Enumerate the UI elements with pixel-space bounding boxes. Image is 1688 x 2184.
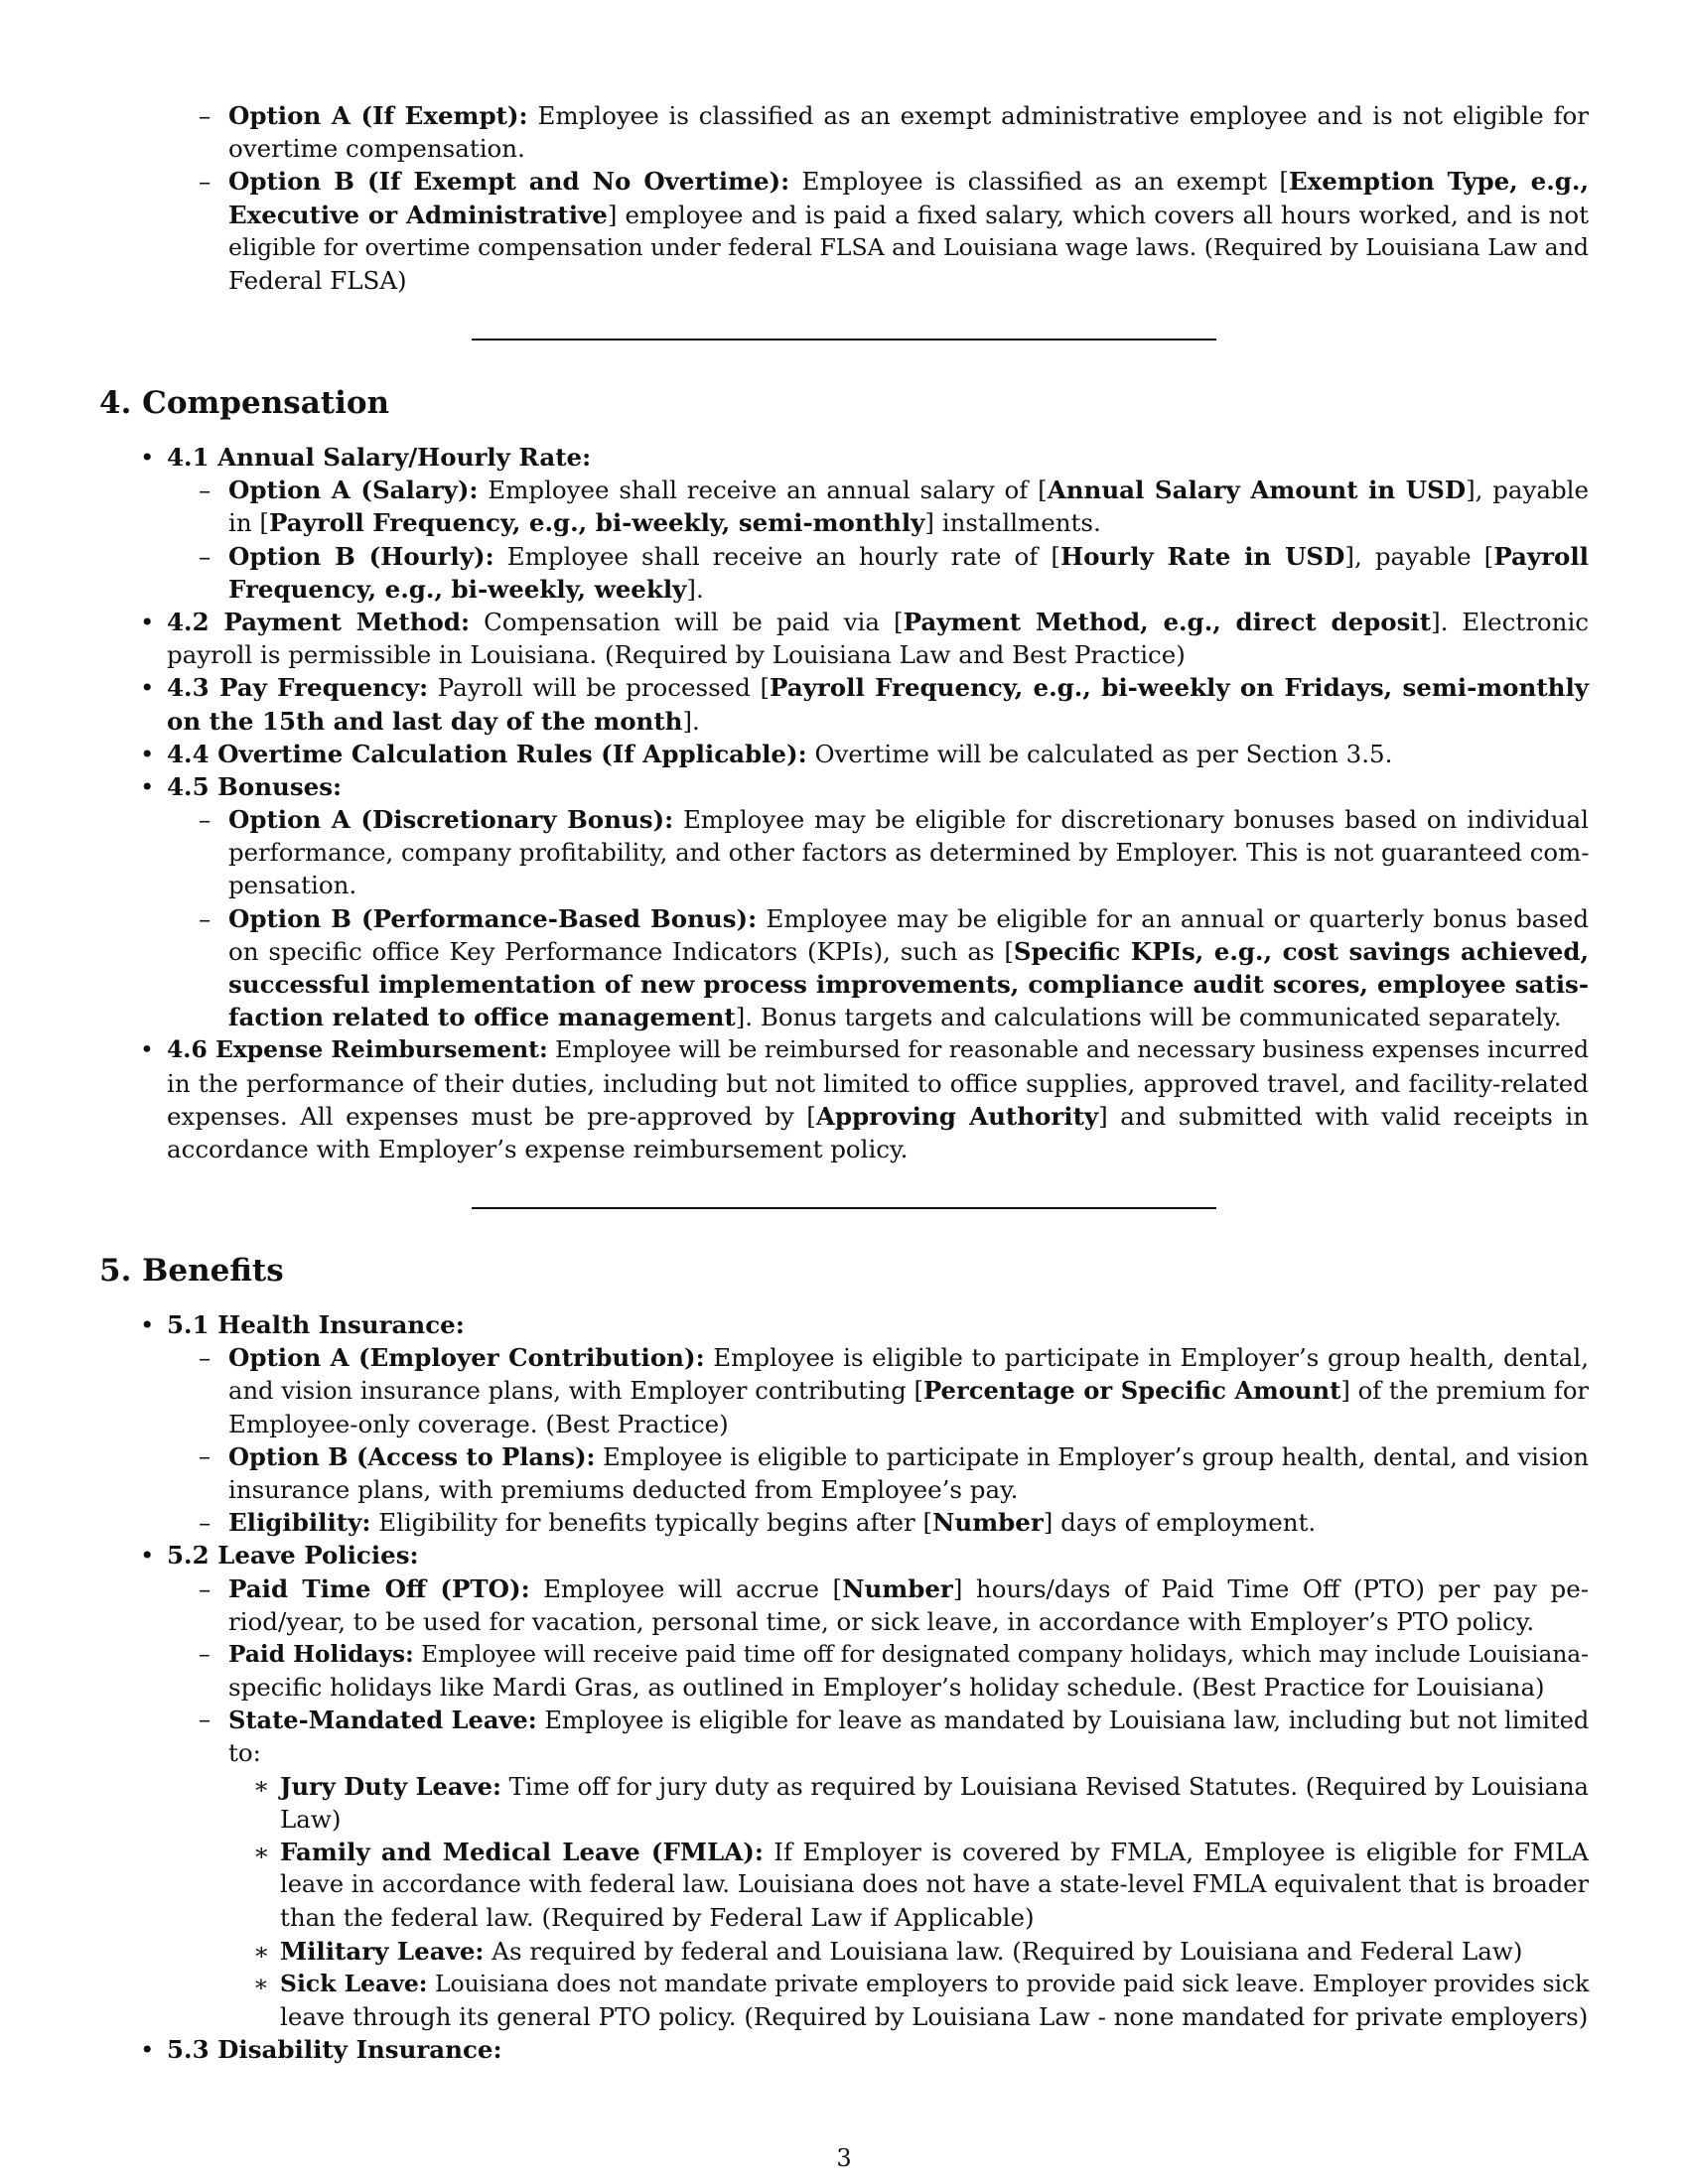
item-label: 4.3 Pay Frequency: (167, 673, 429, 703)
item-text: Employee shall receive an annual salary of [ (488, 476, 1048, 505)
list-item-option-b-bonus (199, 902, 1590, 935)
item-label: Option A (If Exempt): (228, 101, 528, 130)
bullet-marker: • (140, 1310, 155, 1339)
item-text: payroll is permissible in Louisiana. (Required by Louisiana Law and Best Practice) (167, 640, 1186, 670)
item-text: Compensation will be paid via [ (484, 607, 904, 636)
text-line (228, 968, 1589, 1001)
text-line (228, 1605, 1589, 1638)
dash-marker: – (199, 903, 211, 933)
item-text: ]. (682, 706, 700, 736)
placeholder-field: Approving Authority (815, 1101, 1099, 1131)
text-line (167, 638, 1589, 671)
list-item-state-mandated-leave (199, 1704, 1590, 1736)
item-label: 4.4 Overtime Calculation Rules (If Applicable): (167, 739, 807, 768)
list-item-military-leave (253, 1935, 1589, 1968)
section-5-body (99, 1308, 1589, 2066)
item-text: expenses. All expenses must be pre-approved by [ (167, 1101, 816, 1131)
section-3-continuation (99, 99, 1589, 297)
bullet-marker: • (140, 1035, 154, 1064)
text-line (228, 836, 1589, 869)
item-text: overtime compensation. (228, 134, 525, 164)
list-item-option-a-exempt (199, 99, 1589, 132)
item-text: ], payable (1466, 476, 1589, 505)
list-item-5-3 (140, 2033, 1589, 2066)
item-text: performance, company profitability, and other factors as determined by Employer. This is not guaranteed com- (228, 838, 1590, 868)
item-text: Employee is eligible to participate in Employer’s group health, dental, (713, 1343, 1589, 1373)
item-text: to: (228, 1738, 261, 1768)
dash-marker: – (199, 1706, 211, 1734)
item-text: Overtime will be calculated as per Section 3.5. (814, 739, 1393, 768)
list-item-4-1 (140, 441, 1589, 474)
item-text: Employee-only coverage. (Best Practice) (228, 1409, 729, 1438)
item-label: Option B (If Exempt and No Overtime): (228, 167, 790, 197)
dash-marker: – (199, 541, 211, 571)
item-text: riod/year, to be used for vacation, personal time, or sick leave, in accordance with Employer’s PTO policy. (228, 1606, 1535, 1636)
dash-marker: – (199, 1640, 211, 1668)
item-text: Employee is classified as an exempt [ (801, 167, 1289, 197)
star-marker: ∗ (253, 1838, 270, 1866)
bullet-marker: • (140, 607, 155, 636)
item-text: Time off for jury duty as required by Louisiana Revised Statutes. (Required by Louisiana (508, 1772, 1589, 1801)
item-label: Option B (Hourly): (228, 541, 494, 571)
item-text: ], payable [ (1344, 541, 1494, 571)
text-line (167, 1133, 1589, 1165)
dash-marker: – (199, 1573, 211, 1603)
text-line (228, 132, 1589, 165)
bullet-marker: • (140, 739, 155, 768)
placeholder-field: Payroll (1493, 541, 1589, 571)
bullet-marker: • (140, 1541, 155, 1570)
item-label: Option B (Access to Plans): (228, 1441, 596, 1471)
placeholder-field: Annual Salary Amount in USD (1047, 476, 1467, 505)
item-text: ] installments. (924, 508, 1101, 538)
placeholder-field: Frequency, e.g., bi-weekly, weekly (228, 574, 687, 604)
item-label: Option A (Salary): (228, 476, 479, 505)
item-label: 4.1 Annual Salary/Hourly Rate: (167, 443, 592, 472)
placeholder-field: faction related to office management (228, 1003, 736, 1032)
dash-marker: – (199, 1343, 211, 1373)
item-text: and vision insurance plans, with Employer contributing [ (228, 1377, 923, 1406)
item-text: Employee is eligible for leave as mandated by Louisiana law, including but not limited (544, 1706, 1590, 1735)
list-item-sick-leave (253, 1968, 1590, 2000)
page-number: 3 (836, 2144, 852, 2172)
item-label: Jury Duty Leave: (280, 1771, 501, 1801)
item-text: in the performance of their duties, including but not limited to office supplies, approved travel, and facility-related (167, 1068, 1589, 1098)
placeholder-field: Specific KPIs, e.g., cost savings achieved, (1013, 936, 1589, 966)
list-item-option-a-health (199, 1341, 1589, 1374)
item-label: 5.3 Disability Insurance: (167, 2035, 502, 2065)
placeholder-field: Payment Method, e.g., direct deposit (903, 607, 1432, 636)
item-text: ]. (686, 574, 704, 604)
text-line (228, 869, 1589, 901)
list-item-4-2 (140, 606, 1590, 638)
text-line (228, 573, 1589, 606)
horizontal-rule (472, 1207, 1216, 1209)
item-label: 4.2 Payment Method: (167, 607, 471, 636)
item-text: ] and submitted with valid receipts in (1098, 1101, 1589, 1131)
item-label: Option B (Performance-Based Bonus): (228, 903, 758, 933)
item-text: Federal FLSA) (228, 265, 407, 295)
item-label: Option A (Discretionary Bonus): (228, 805, 674, 835)
placeholder-field: Payroll Frequency, e.g., bi-weekly on Fridays, semi-monthly (770, 673, 1590, 703)
item-text: pensation. (228, 871, 357, 900)
list-item-fmla (253, 1836, 1589, 1868)
item-label: 4.6 Expense Reimbursement: (167, 1035, 548, 1064)
item-text: Employee may be eligible for an annual or quarterly bonus based (766, 903, 1590, 933)
item-text: As required by federal and Louisiana law. (Required by Louisiana and Federal Law) (492, 1936, 1523, 1966)
text-line (228, 231, 1589, 264)
item-text: in [ (228, 508, 269, 538)
item-text: ] days of employment. (1043, 1508, 1317, 1538)
list-item-pto (199, 1572, 1589, 1605)
item-text: leave through its general PTO policy. (Required by Louisiana Law - none mandated for private employers) (280, 2001, 1589, 2031)
text-line (228, 199, 1589, 231)
text-line (228, 935, 1589, 968)
list-item-4-3 (140, 671, 1590, 704)
dash-marker: – (199, 805, 211, 835)
section-heading-benefits: 5. Benefits (99, 1253, 284, 1289)
list-item-5-1 (140, 1308, 1589, 1341)
text-line (280, 1868, 1589, 1901)
text-line (228, 1736, 1589, 1769)
list-item-option-a-bonus (199, 803, 1589, 836)
item-text: insurance plans, with premiums deducted from Employee’s pay. (228, 1474, 1019, 1504)
item-label: Option A (Employer Contribution): (228, 1343, 705, 1373)
list-item-paid-holidays (199, 1638, 1590, 1671)
item-text: Employee will be reimbursed for reasonable and necessary business expenses incurred (555, 1035, 1589, 1064)
list-item-4-4 (140, 738, 1589, 770)
text-line (280, 1803, 1589, 1836)
item-text: Louisiana does not mandate private employers to provide paid sick leave. Employer provides sick (434, 1969, 1590, 1997)
item-label: Paid Time Off (PTO): (228, 1573, 530, 1603)
item-text: ] of the premium for (1340, 1377, 1589, 1406)
item-text: on specific office Key Performance Indicators (KPIs), such as [ (228, 936, 1014, 966)
item-text: eligible for overtime compensation under federal FLSA and Louisiana wage laws. (Required by Louisiana Law and (228, 232, 1589, 261)
list-item-4-6 (140, 1033, 1589, 1066)
item-text: accordance with Employer’s expense reimbursement policy. (167, 1134, 909, 1163)
text-line (167, 1067, 1589, 1100)
dash-marker: – (199, 1508, 211, 1538)
list-item-eligibility (199, 1506, 1589, 1539)
placeholder-field: Exemption Type, e.g., (1288, 167, 1589, 197)
dash-marker: – (199, 167, 211, 197)
bullet-marker: • (140, 2035, 155, 2065)
list-item-option-b-exempt (199, 165, 1589, 198)
list-item-5-2 (140, 1539, 1589, 1571)
item-text: ]. Bonus targets and calculations will be communicated separately. (735, 1003, 1562, 1032)
text-line (167, 1100, 1589, 1133)
item-label: State-Mandated Leave: (228, 1706, 537, 1735)
star-marker: ∗ (253, 1936, 270, 1966)
text-line (280, 1901, 1589, 1934)
item-label: Sick Leave: (280, 1969, 428, 1997)
text-line (228, 1671, 1589, 1704)
dash-marker: – (199, 101, 211, 130)
placeholder-field: Number (842, 1573, 953, 1603)
item-label: Paid Holidays: (228, 1640, 414, 1668)
item-text: ] hours/days of Paid Time Off (PTO) per pay pe- (952, 1573, 1589, 1603)
text-line (228, 1001, 1589, 1033)
placeholder-field: Number (932, 1508, 1044, 1538)
item-text: ] employee and is paid a fixed salary, which covers all hours worked, and is not (607, 200, 1589, 229)
item-text: Eligibility for benefits typically begins after [ (378, 1508, 933, 1538)
placeholder-field: successful implementation of new process improvements, compliance audit scores, employee satis- (228, 970, 1589, 999)
item-label: 4.5 Bonuses: (167, 771, 343, 801)
list-item-4-5 (140, 770, 1589, 803)
text-line (167, 705, 1589, 738)
text-line (228, 506, 1589, 539)
list-item-option-b-hourly (199, 540, 1589, 573)
list-item-jury-duty (253, 1770, 1589, 1803)
item-label: Eligibility: (228, 1508, 371, 1538)
star-marker: ∗ (253, 1771, 270, 1800)
item-text: Employee will accrue [ (543, 1573, 843, 1603)
text-line (228, 1374, 1589, 1407)
section-heading-compensation: 4. Compensation (99, 385, 390, 421)
item-text: Employee is eligible to participate in Employer’s group health, dental, and vision (603, 1442, 1590, 1471)
item-text: Employee is classified as an exempt administrative employee and is not eligible for (537, 101, 1589, 130)
text-line (228, 1473, 1589, 1506)
item-text: Employee shall receive an hourly rate of [ (506, 541, 1060, 571)
item-text: leave in accordance with federal law. Louisiana does not have a state-level FMLA equivalent that is broader (280, 1870, 1589, 1899)
placeholder-field: Executive or Administrative (228, 200, 608, 229)
bullet-marker: • (140, 443, 155, 472)
text-line (228, 264, 1589, 297)
item-text: If Employer is covered by FMLA, Employee is eligible for FMLA (774, 1838, 1589, 1866)
item-text: specific holidays like Mardi Gras, as outlined in Employer’s holiday schedule. (Best Practice for Louisiana) (228, 1673, 1545, 1703)
placeholder-field: on the 15th and last day of the month (167, 706, 683, 736)
item-text: Law) (280, 1804, 342, 1834)
item-label: 5.1 Health Insurance: (167, 1310, 465, 1339)
item-label: 5.2 Leave Policies: (167, 1541, 419, 1570)
item-text: ]. Electronic (1431, 607, 1590, 636)
placeholder-field: Hourly Rate in USD (1059, 541, 1345, 571)
item-text: Employee will receive paid time off for designated company holidays, which may include Louisiana- (421, 1640, 1590, 1668)
bullet-marker: • (140, 673, 155, 703)
list-item-option-a-salary (199, 474, 1589, 506)
placeholder-field: Payroll Frequency, e.g., bi-weekly, semi-monthly (268, 508, 925, 538)
dash-marker: – (199, 1441, 211, 1470)
bullet-marker: • (140, 771, 155, 801)
item-text: Payroll will be processed [ (437, 673, 771, 703)
text-line (280, 2000, 1589, 2033)
section-4-body (99, 441, 1589, 1165)
placeholder-field: Percentage or Specific Amount (923, 1376, 1341, 1406)
text-line (228, 1408, 1589, 1440)
item-text: Employee may be eligible for discretionary bonuses based on individual (683, 805, 1589, 835)
star-marker: ∗ (253, 1969, 269, 1997)
dash-marker: – (199, 476, 211, 505)
list-item-option-b-health (199, 1440, 1590, 1473)
item-text: than the federal law. (Required by Federal Law if Applicable) (280, 1903, 1035, 1933)
item-label: Military Leave: (280, 1936, 485, 1966)
horizontal-rule (472, 339, 1216, 341)
item-label: Family and Medical Leave (FMLA): (280, 1838, 764, 1866)
